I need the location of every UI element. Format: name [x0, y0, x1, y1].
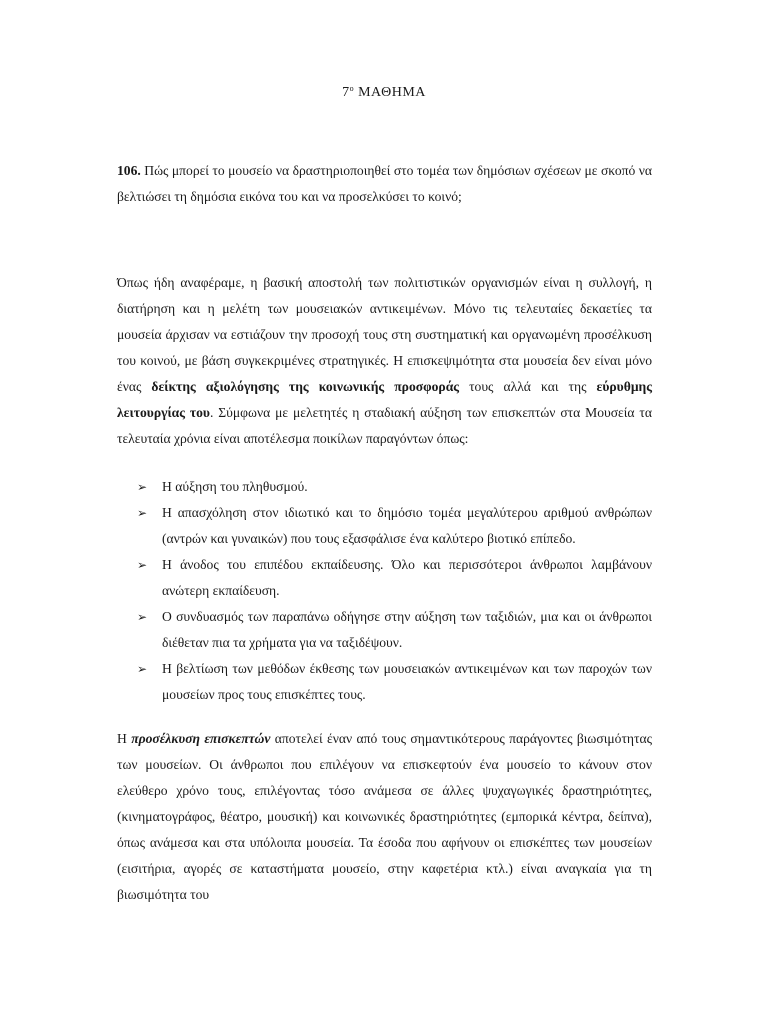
paragraph1-bold-b: εύρυθμης λειτουργίας του	[117, 379, 652, 420]
lesson-title	[0, 85, 768, 101]
factors-list	[117, 474, 652, 708]
list-item	[117, 474, 652, 500]
arrowhead-bullet-icon: ➢	[137, 610, 148, 624]
arrowhead-bullet-icon: ➢	[137, 558, 148, 572]
list-item	[117, 656, 652, 708]
paragraph2-text-a: Η	[117, 731, 132, 746]
arrowhead-bullet-icon: ➢	[137, 506, 148, 520]
arrowhead-bullet-icon: ➢	[137, 480, 148, 494]
lesson-title-text: ΜΑΘΗΜΑ	[358, 85, 426, 100]
list-item-text: Ο συνδυασμός των παραπάνω οδήγησε στην αύξηση των ταξιδιών, μια και οι άνθρωποι διέθεταν πια τα χρήματα για να ταξιδέψουν.	[162, 609, 652, 650]
answer-paragraph-1	[117, 270, 652, 452]
question-number: 106.	[117, 163, 141, 178]
question-text: Πώς μπορεί το μουσείο να δραστηριοποιηθεί στο τομέα των δημόσιων σχέσεων με σκοπό να βελτιώσει τη δημόσια εικόνα του και να προσελκύσει το κοινό;	[117, 163, 653, 204]
paragraph2-bold: προσέλκυση επισκεπτών	[131, 731, 271, 746]
paragraph1-text-c: . Σύμφωνα με μελετητές η σταδιακή αύξηση των επισκεπτών στα Μουσεία τα τελευταία χρόνια είναι αποτέλεσμα ποικίλων παραγόντων όπως:	[117, 405, 652, 446]
list-item-text: Η απασχόληση στον ιδιωτικό και το δημόσιο τομέα μεγαλύτερου αριθμού ανθρώπων (αντρών και γυναικών) που τους εξασφάλισε ένα καλύτερο βιοτικό επίπεδο.	[162, 505, 652, 546]
arrowhead-bullet-icon: ➢	[137, 662, 148, 676]
list-item-text: Η βελτίωση των μεθόδων έκθεσης των μουσειακών αντικειμένων και των παροχών των μουσείων προς τους επισκέπτες τους.	[162, 661, 652, 702]
answer-paragraph-2	[117, 726, 652, 908]
paragraph2-text-b: αποτελεί έναν από τους σημαντικότερους παράγοντες βιωσιμότητας των μουσείων. Οι άνθρωποι που επιλέγουν να επισκεφτούν ένα μουσείο το κάνουν στον ελεύθερο χρόνο τους, επιλέγοντας τόσο ανάμεσα σε άλλες ψυχαγωγικές δραστηριότητες, (κινηματογράφος, θέατρο, μουσική) και κοινωνικές δραστηριότητες (εμπορικά κέντρα, δείπνα), όπως ανάμεσα και στα υπόλοιπα μουσεία. Τα έσοδα που αφήνουν οι επισκέπτες των μουσείων (εισιτήρια, αγορές σε καταστήματα μουσείο, στην καφετέρια κτλ.) είναι αναγκαία για τη βιωσιμότητα του	[117, 731, 652, 902]
lesson-number-superscript: ο	[349, 84, 355, 93]
list-item-text: Η αύξηση του πληθυσμού.	[162, 479, 308, 494]
list-item	[117, 604, 652, 656]
list-item	[117, 500, 652, 552]
paragraph1-text-a: Όπως ήδη αναφέραμε, η βασική αποστολή των πολιτιστικών οργανισμών είναι η συλλογή, η διατήρηση και η μελέτη των μουσειακών αντικειμένων. Μόνο τις τελευταίες δεκαετίες τα μουσεία άρχισαν να εστιάζουν την προσοχή τους στη συστηματική και οργανωμένη προσέλκυση του κοινού, με βάση συγκεκριμένες στρατηγικές. Η επισκεψιμότητα στα μουσεία δεν είναι μόνο ένας	[117, 275, 652, 394]
list-item	[117, 552, 652, 604]
list-item-text: Η άνοδος του επιπέδου εκπαίδευσης. Όλο και περισσότεροι άνθρωποι λαμβάνουν ανώτερη εκπαίδευση.	[162, 557, 652, 598]
paragraph1-text-b: τους αλλά και της	[459, 379, 597, 394]
paragraph1-bold-a: δείκτης αξιολόγησης της κοινωνικής προσφοράς	[151, 379, 460, 394]
lesson-number: 7	[342, 85, 350, 100]
question-paragraph	[117, 158, 652, 210]
